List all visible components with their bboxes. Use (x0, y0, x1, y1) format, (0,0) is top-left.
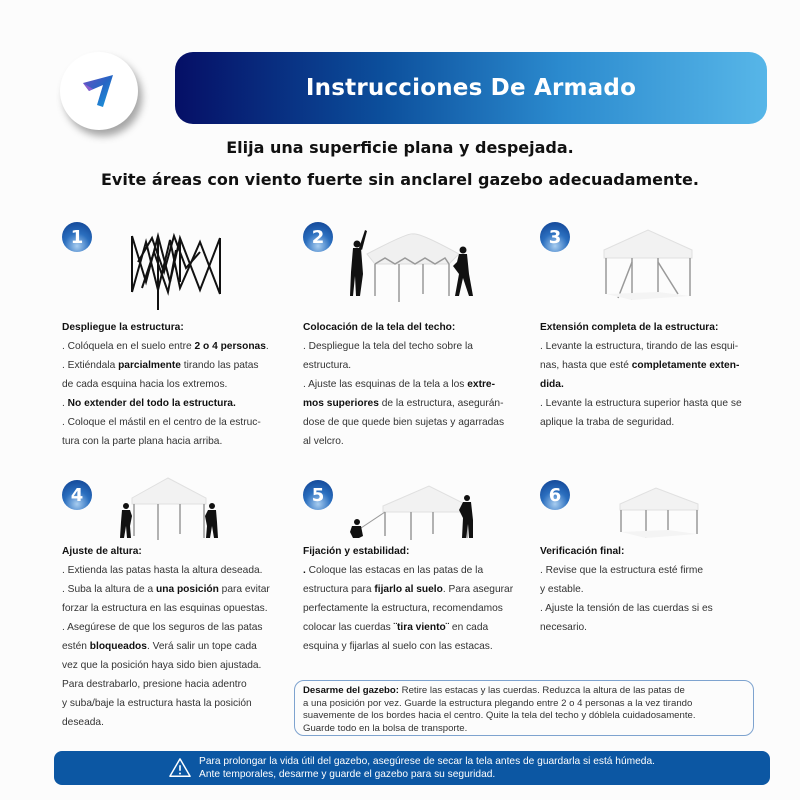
text: nas, hasta que esté (540, 360, 632, 371)
bold-text: una posición (156, 584, 219, 595)
subtitle-surface: Elija una superficie plana y despejada. (226, 138, 574, 157)
folded-frame-illustration (128, 232, 224, 312)
text: esquina y fijarlas al suelo con las estacas. (303, 641, 493, 652)
step-line (62, 713, 302, 732)
text: . Ajuste la tensión de las cuerdas si es (540, 603, 713, 614)
brand-logo (60, 52, 138, 130)
warning-banner (54, 751, 770, 785)
brand-logo-icon (77, 69, 121, 113)
step-line (62, 599, 302, 618)
text: dose de que quede bien sujetas y agarradas (303, 417, 505, 428)
step-line (62, 432, 302, 451)
subtitle-wind: Evite áreas con viento fuerte sin anclarel gazebo adecuadamente. (101, 170, 699, 189)
step-6 (540, 480, 780, 640)
text: forzar la estructura en las esquinas opuestas. (62, 603, 268, 614)
step-line (303, 580, 543, 599)
text: de cada esquina hacia los extremos. (62, 379, 228, 390)
step-line (540, 394, 785, 413)
step-line (62, 413, 302, 432)
step-line (62, 394, 302, 413)
text: tura con la parte plana hacia arriba. (62, 436, 223, 447)
text: . Extienda las patas hasta la altura deseada. (62, 565, 263, 576)
step-line (62, 375, 302, 394)
text: . Para asegurar (442, 584, 514, 595)
step-number-badge: 4 (62, 480, 92, 510)
step-5 (303, 480, 543, 660)
staking-gazebo-illustration (349, 484, 475, 540)
text: . Levante la estructura, tirando de las esqui- (540, 341, 739, 352)
step-line (303, 599, 543, 618)
bold-text: dida. (540, 379, 564, 390)
step-2 (303, 222, 543, 452)
step-line (540, 356, 785, 375)
bold-text: . (303, 565, 306, 576)
disassembly-line: a una posición por vez. Guarde la estructura plegando entre 2 o 4 personas a la vez tirando (303, 697, 693, 709)
step-line (62, 356, 302, 375)
text: . Levante la estructura superior hasta que se (540, 398, 742, 409)
text: . Ajuste las esquinas de la tela a los (303, 379, 468, 390)
finished-gazebo-illustration (618, 486, 700, 538)
text: . Coloque el mástil en el centro de la estruc- (62, 417, 261, 428)
step-line (62, 675, 302, 694)
step-title: Extensión completa de la estructura: (540, 322, 719, 333)
title-banner (175, 52, 767, 124)
text: Coloque las estacas en las patas de la (305, 565, 484, 576)
text: al velcro. (303, 436, 344, 447)
text: y suba/baje la estructura hasta la posición (62, 698, 252, 709)
step-line (303, 618, 543, 637)
step-number-badge: 3 (540, 222, 570, 252)
text: estructura para (303, 584, 375, 595)
text: estén (62, 641, 90, 652)
warning-line-1: Para prolongar la vida útil del gazebo, asegúrese de secar la tela antes de guardarla si está húmeda. (199, 756, 655, 767)
text: . Suba la altura de a (62, 584, 157, 595)
step-text (62, 542, 302, 732)
text: de la estructura, asegurán- (378, 398, 504, 409)
text: vez que la posición haya sido bien ajustada. (62, 660, 262, 671)
step-1 (62, 222, 302, 452)
bold-text: No extender del todo la estructura. (67, 398, 236, 409)
step-line (540, 618, 780, 637)
step-line (303, 432, 533, 451)
step-title: Colocación de la tela del techo: (303, 322, 456, 333)
disassembly-line: suavemente de los bordes hacia el centro. Quite la tela del techo y dóblela cuidadosamente. (303, 710, 696, 721)
step-line (303, 337, 533, 356)
text: Retire las estacas y las cuerdas. Reduzca la altura de las patas de (398, 685, 685, 696)
step-line (62, 337, 302, 356)
text: tirando las patas (180, 360, 259, 371)
step-text (62, 318, 302, 451)
warning-text (199, 755, 655, 781)
step-line (62, 637, 302, 656)
text: . Extiéndala (62, 360, 119, 371)
adjusting-height-illustration (118, 476, 218, 540)
bold-text: extre- (467, 379, 495, 390)
text: estructura. (303, 360, 352, 371)
text: en cada (449, 622, 489, 633)
step-line (540, 375, 785, 394)
step-title: Fijación y estabilidad: (303, 546, 410, 557)
text: . Verá salir un tope cada (146, 641, 257, 652)
text: . Asegúrese de que los seguros de las patas (62, 622, 263, 633)
step-line (540, 580, 780, 599)
step-line (540, 561, 780, 580)
step-text (303, 318, 533, 451)
step-line (303, 375, 533, 394)
disassembly-box (294, 680, 754, 736)
text: . Colóquela en el suelo entre (62, 341, 195, 352)
text: aplique la traba de seguridad. (540, 417, 675, 428)
step-line (62, 656, 302, 675)
step-line (540, 413, 785, 432)
disassembly-line: Guarde todo en la bolsa de transporte. (303, 722, 468, 734)
bold-text: parcialmente (118, 360, 181, 371)
disassembly-line (303, 685, 753, 698)
bold-text: 2 o 4 personas (194, 341, 266, 352)
step-text (303, 542, 543, 656)
text: necesario. (540, 622, 588, 633)
step-number-badge: 1 (62, 222, 92, 252)
text: . (265, 341, 269, 352)
text: Para destrabarlo, presione hacia adentro (62, 679, 247, 690)
warning-line-2: Ante temporales, desarme y guarde el gazebo para su seguridad. (199, 769, 496, 780)
step-line (303, 561, 543, 580)
step-title: Ajuste de altura: (62, 546, 142, 557)
text: . Despliegue la tela del techo sobre la (303, 341, 473, 352)
bold-text: bloqueados (89, 641, 147, 652)
step-3 (540, 222, 780, 452)
disassembly-label: Desarme del gazebo: (303, 685, 399, 696)
text: deseada. (62, 717, 104, 728)
text: colocar las cuerdas (303, 622, 394, 633)
step-4 (62, 480, 302, 730)
bold-text: fijarlo al suelo (374, 584, 443, 595)
step-line (303, 394, 533, 413)
step-title: Despliegue la estructura: (62, 322, 184, 333)
bold-text: mos superiores (303, 398, 379, 409)
step-line (303, 413, 533, 432)
bold-text: ¨tira viento¨ (393, 622, 450, 633)
bold-text: completamente exten- (631, 360, 740, 371)
step-line (62, 580, 302, 599)
step-number-badge: 6 (540, 480, 570, 510)
page-title: Instrucciones De Armado (305, 75, 637, 101)
step-number-badge: 2 (303, 222, 333, 252)
step-text (540, 318, 785, 432)
step-text (540, 542, 780, 637)
step-number-badge: 5 (303, 480, 333, 510)
text: para evitar (218, 584, 270, 595)
gazebo-extending-illustration (602, 228, 694, 300)
text: perfectamente la estructura, recomendamos (303, 603, 503, 614)
step-line (62, 694, 302, 713)
text: . (62, 398, 68, 409)
step-line (540, 599, 780, 618)
warning-icon (169, 757, 191, 779)
step-line (62, 618, 302, 637)
step-line (303, 637, 543, 656)
text: . Revise que la estructura esté firme (540, 565, 704, 576)
step-title: Verificación final: (540, 546, 625, 557)
step-line (62, 561, 302, 580)
placing-canopy-illustration (349, 224, 475, 302)
step-line (540, 337, 785, 356)
step-line (303, 356, 533, 375)
text: y estable. (540, 584, 584, 595)
